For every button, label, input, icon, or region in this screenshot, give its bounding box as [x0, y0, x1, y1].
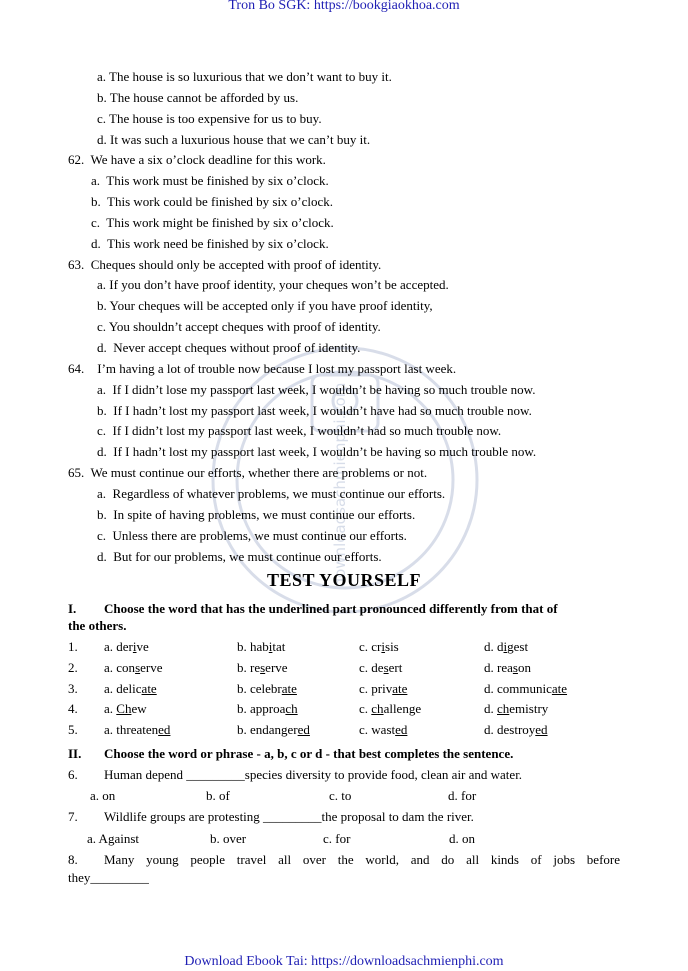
- underlined-part: ed: [297, 722, 310, 737]
- underlined-part: ate: [392, 681, 408, 696]
- list-item: a. If I didn’t lose my passport last week, I wouldn’t be having so much trouble now.: [97, 382, 536, 397]
- question-6-stem: Human depend _________species diversity to provide food, clean air and water.: [104, 767, 523, 782]
- word-option: c. private: [359, 681, 408, 696]
- word-option: d. digest: [484, 639, 529, 654]
- row-number: 5.: [68, 722, 78, 737]
- underlined-part: ch: [497, 701, 510, 716]
- list-item: c. This work might be finished by six o’clock.: [91, 215, 334, 230]
- list-item: c. You shouldn’t accept cheques with proof of identity.: [97, 319, 381, 334]
- list-item: d. Never accept cheques without proof of identity.: [97, 340, 361, 355]
- list-item: c. The house is too expensive for us to buy.: [97, 111, 322, 126]
- word-option: d. chemistry: [484, 701, 549, 716]
- word-option: a. delicate: [104, 681, 157, 696]
- word-option: d. destroyed: [484, 722, 548, 737]
- list-item: d. It was such a luxurious house that we can’t buy it.: [97, 132, 371, 147]
- underlined-part: s: [383, 660, 389, 675]
- question-65: 65. We must continue our efforts, whether there are problems or not.: [68, 465, 428, 480]
- underlined-part: Ch: [116, 701, 132, 716]
- underlined-part: i: [268, 639, 273, 654]
- option-b: b. of: [206, 788, 230, 803]
- underlined-part: ate: [281, 681, 297, 696]
- word-option: c. crisis: [359, 639, 399, 654]
- underlined-part: i: [503, 639, 508, 654]
- word-option: d. communicate: [484, 681, 568, 696]
- section-1-heading: [68, 601, 76, 617]
- word-option: b. endangered: [237, 722, 310, 737]
- section-2-heading: [68, 746, 81, 762]
- word-option: b. habitat: [237, 639, 286, 654]
- list-item: b. Your cheques will be accepted only if you have proof identity,: [97, 298, 433, 313]
- watermark-text: downloadsachmienphi.com: [331, 382, 349, 588]
- word-option: b. reserve: [237, 660, 288, 675]
- section-1-instruction: Choose the word that has the underlined part pronounced differently from that of: [104, 601, 558, 616]
- row-number: 1.: [68, 639, 78, 654]
- word-option: d. reason: [484, 660, 531, 675]
- word-option: a. conserve: [104, 660, 163, 675]
- row-number: 4.: [68, 701, 78, 716]
- page-header: Tron Bo SGK: https://bookgiaokhoa.com: [228, 0, 460, 13]
- option-b: b. over: [210, 831, 247, 846]
- option-c: c. to: [329, 788, 352, 803]
- question-64: 64. I’m having a lot of trouble now because I lost my passport last week.: [68, 361, 457, 376]
- word-option: c. desert: [359, 660, 403, 675]
- option-c: c. for: [323, 831, 351, 846]
- option-d: d. on: [449, 831, 475, 846]
- list-item: c. If I didn’t lost my passport last week, I wouldn’t had so much trouble now.: [97, 423, 502, 438]
- option-a: a. on: [90, 788, 116, 803]
- question-7: 7.: [68, 809, 78, 824]
- row-number: 2.: [68, 660, 78, 675]
- question-8: 8.: [68, 852, 78, 867]
- list-item: b. The house cannot be afforded by us.: [97, 90, 299, 105]
- question-7-stem: Wildlife groups are protesting _________the proposal to dam the river.: [104, 809, 474, 824]
- option-a: a. Against: [87, 831, 139, 846]
- section-number: II.: [68, 746, 82, 761]
- list-item: d. But for our problems, we must continue our efforts.: [97, 549, 382, 564]
- underlined-part: ed: [158, 722, 171, 737]
- list-item: a. Regardless of whatever problems, we must continue our efforts.: [97, 486, 446, 501]
- list-item: c. Unless there are problems, we must continue our efforts.: [97, 528, 407, 543]
- word-option: b. celebrate: [237, 681, 297, 696]
- underlined-part: s: [512, 660, 518, 675]
- question-63: 63. Cheques should only be accepted with proof of identity.: [68, 257, 382, 272]
- underlined-part: ch: [371, 701, 384, 716]
- list-item: a. The house is so luxurious that we don’t want to buy it.: [97, 69, 392, 84]
- word-option: c. wasted: [359, 722, 408, 737]
- option-d: d. for: [448, 788, 477, 803]
- list-item: d. This work need be finished by six o’clock.: [91, 236, 329, 251]
- underlined-part: ate: [141, 681, 157, 696]
- underlined-part: ed: [395, 722, 408, 737]
- question-8-stem: Many young people travel all over the world, and do all kinds of jobs before: [104, 852, 620, 867]
- underlined-part: s: [260, 660, 266, 675]
- underlined-part: ch: [285, 701, 298, 716]
- list-item: b. If I hadn’t lost my passport last week, I wouldn’t have had so much trouble now.: [97, 403, 532, 418]
- question-8-cont: they_________: [68, 870, 149, 885]
- word-option: a. derive: [104, 639, 149, 654]
- underlined-part: ate: [551, 681, 568, 696]
- list-item: a. If you don’t have proof identity, your cheques won’t be accepted.: [97, 277, 449, 292]
- section-2-instruction: Choose the word or phrase - a, b, c or d - that best completes the sentence.: [104, 746, 514, 761]
- word-option: a. Chew: [104, 701, 147, 716]
- question-6: 6.: [68, 767, 78, 782]
- list-item: b. This work could be finished by six o’clock.: [91, 194, 334, 209]
- question-62: 62. We have a six o’clock deadline for this work.: [68, 152, 326, 167]
- word-option: b. approach: [237, 701, 298, 716]
- list-item: d. If I hadn’t lost my passport last week, I wouldn’t be having so much trouble now.: [97, 444, 537, 459]
- list-item: a. This work must be finished by six o’clock.: [91, 173, 329, 188]
- page-title: TEST YOURSELF: [266, 570, 422, 590]
- page-footer: Download Ebook Tai: https://downloadsachmienphi.com: [184, 954, 504, 969]
- row-number: 3.: [68, 681, 78, 696]
- underlined-part: i: [132, 639, 137, 654]
- word-option: a. threatened: [104, 722, 171, 737]
- section-number: I.: [68, 601, 77, 616]
- section-1-instruction-cont: the others.: [68, 618, 127, 633]
- word-option: c. challenge: [359, 701, 422, 716]
- underlined-part: s: [135, 660, 141, 675]
- underlined-part: i: [381, 639, 386, 654]
- underlined-part: ed: [535, 722, 548, 737]
- list-item: b. In spite of having problems, we must continue our efforts.: [97, 507, 416, 522]
